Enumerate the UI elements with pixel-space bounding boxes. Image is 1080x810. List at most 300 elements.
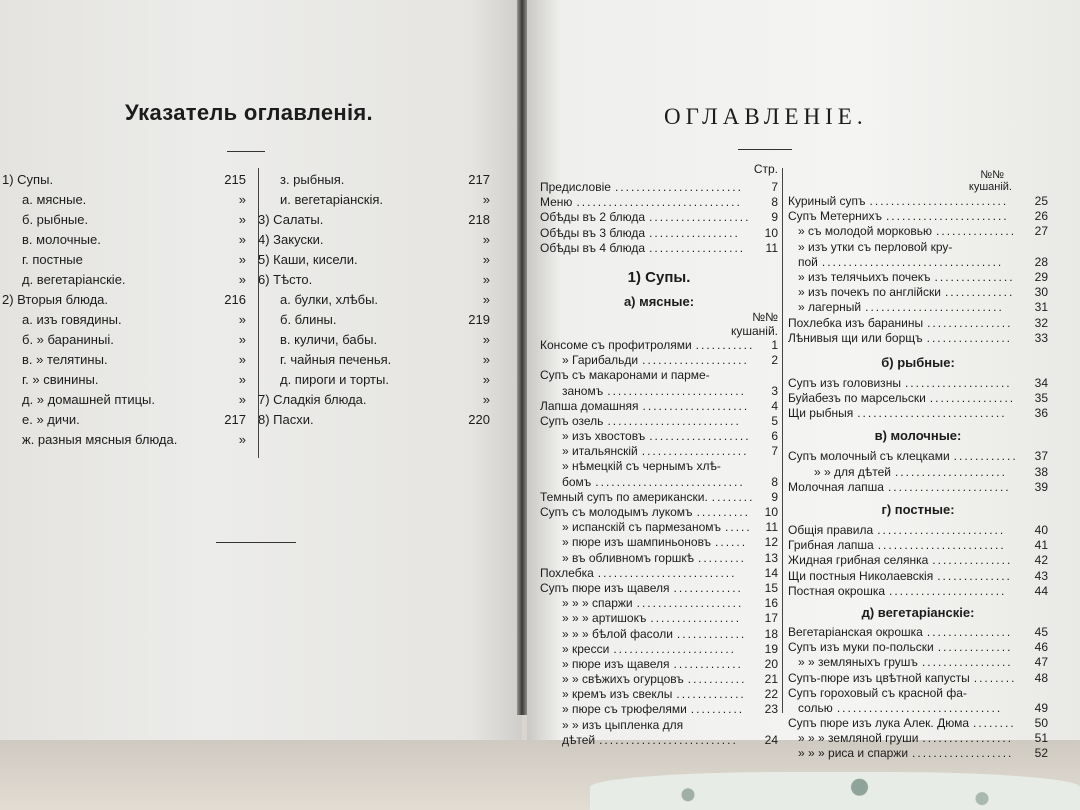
- contents-entry-number: 46: [1034, 640, 1048, 655]
- toc-entry-page: »: [238, 212, 246, 227]
- toc-entry-page: 220: [468, 412, 490, 427]
- contents-entry-text: пой: [798, 254, 818, 269]
- fish-heading: б) рыбные:: [881, 354, 955, 370]
- toc-entry-page: »: [482, 252, 490, 267]
- toc-entry-page: »: [482, 332, 490, 347]
- contents-entry: [540, 672, 778, 687]
- contents-entry: [540, 642, 778, 657]
- toc-entry-page: 219: [468, 312, 490, 327]
- dot-leader: ........................: [877, 523, 1006, 537]
- toc-entry-page: »: [238, 332, 246, 347]
- num-label-2: №№: [980, 169, 1004, 181]
- contents-entry: [788, 480, 1048, 495]
- contents-entry: [540, 338, 778, 353]
- toc-entry: [0, 310, 250, 330]
- contents-entry-text: Обѣды въ 3 блюда: [540, 225, 646, 240]
- toc-entry-page: »: [482, 232, 490, 247]
- dot-leader: ................: [927, 315, 1013, 330]
- contents-entry-text: » » земляныхъ грушъ: [798, 655, 918, 670]
- contents-entry-text: » изъ хвостовъ: [562, 429, 646, 444]
- contents-entry-number: 43: [1034, 568, 1048, 583]
- contents-entry-text: Молочная лапша: [788, 479, 884, 494]
- col2-top-list: [788, 194, 1048, 346]
- dot-leader: ...............................: [836, 700, 1003, 715]
- title-divider: [227, 151, 265, 152]
- contents-entry: [788, 538, 1048, 553]
- kushaniy-label-2: кушаній.: [968, 181, 1012, 193]
- contents-entry-text: » » » спаржи: [562, 596, 633, 611]
- contents-entry-text: » итальянскій: [562, 444, 638, 459]
- contents-entry: [788, 255, 1048, 270]
- toc-entry: [0, 270, 250, 290]
- contents-entry: [540, 195, 778, 210]
- contents-entry: [540, 475, 778, 490]
- contents-entry: [540, 444, 778, 459]
- contents-entry-number: 16: [764, 596, 778, 611]
- dot-leader: ..................: [649, 240, 746, 255]
- toc-entry: [258, 270, 494, 290]
- dot-leader: ........................: [877, 538, 1006, 553]
- toc-entry-text: г. постные: [22, 252, 83, 267]
- contents-entry-text: Предисловіе: [540, 180, 611, 194]
- contents-entry: [540, 505, 778, 520]
- contents-entry-text: » » » земляной груши: [798, 731, 919, 746]
- toc-entry: [0, 430, 250, 450]
- contents-entry: [540, 566, 778, 581]
- right-toc-column-1: [540, 162, 778, 748]
- toc-entry: [0, 350, 250, 370]
- toc-entry-text: б. » бараниныі.: [22, 332, 114, 347]
- dot-leader: ...................: [649, 210, 751, 225]
- toc-entry-page: »: [482, 372, 490, 387]
- right-toc-column-2: [788, 170, 1048, 762]
- contents-entry-number: 1: [771, 337, 778, 352]
- contents-entry-text: заномъ: [562, 383, 604, 398]
- contents-entry: [788, 449, 1048, 464]
- toc-entry: [258, 250, 494, 270]
- toc-entry-page: »: [482, 272, 490, 287]
- contents-entry-number: 33: [1034, 330, 1048, 345]
- toc-entry-text: 4) Закуски.: [258, 232, 324, 247]
- contents-entry-number: 15: [764, 580, 778, 595]
- contents-entry-text: » нѣмецкій съ чернымъ хлѣ-: [562, 459, 721, 474]
- contents-entry-text: Темный супъ по американски.: [540, 489, 708, 504]
- dot-leader: ..........................: [599, 732, 738, 747]
- toc-entry-page: »: [482, 352, 490, 367]
- toc-entry: [258, 370, 494, 390]
- contents-entry: [788, 625, 1048, 640]
- dot-leader: ................: [926, 330, 1012, 345]
- dot-leader: .................: [922, 731, 1014, 746]
- right-column-divider: [782, 168, 783, 713]
- contents-entry-text: » кресси: [562, 641, 610, 656]
- dot-leader: ..........................: [869, 194, 1009, 208]
- contents-entry-text: Супъ съ молодымъ лукомъ: [540, 505, 693, 519]
- contents-entry-number: 44: [1034, 583, 1048, 598]
- contents-entry-number: 30: [1034, 285, 1048, 300]
- toc-entry-text: а. мясные.: [22, 192, 87, 207]
- dot-leader: ....................: [641, 444, 749, 459]
- dot-leader: ........: [711, 489, 755, 504]
- toc-entry-page: »: [238, 252, 246, 267]
- dot-leader: ..................................: [821, 254, 1004, 269]
- contents-entry: [540, 687, 778, 702]
- contents-entry-number: 8: [771, 474, 778, 489]
- dot-leader: .............: [673, 656, 743, 671]
- contents-entry-number: 13: [764, 550, 778, 565]
- dot-leader: ....................: [642, 398, 750, 413]
- contents-entry: [788, 300, 1048, 315]
- veg-heading: д) вегетаріанскіе:: [861, 604, 975, 620]
- contents-entry: [788, 376, 1048, 391]
- contents-entry-text: » въ обливномъ горшкѣ: [562, 550, 694, 565]
- toc-entry: [0, 370, 250, 390]
- toc-entry-page: 217: [468, 172, 490, 187]
- toc-entry-page: »: [238, 432, 246, 447]
- toc-entry-text: 6) Тѣсто.: [258, 272, 313, 287]
- dot-leader: ..........................: [607, 383, 746, 398]
- dot-leader: ...........: [695, 337, 755, 352]
- dot-leader: ........................: [614, 180, 743, 194]
- toc-entry-text: 2) Вторыя блюда.: [2, 292, 109, 307]
- contents-entry-text: Супъ озель: [540, 413, 604, 428]
- contents-entry: [540, 180, 778, 195]
- dot-leader: ...............................: [576, 195, 742, 210]
- fish-list: [788, 376, 1048, 422]
- toc-entry: [258, 410, 494, 430]
- contents-entry-number: 4: [771, 398, 778, 413]
- toc-entry: [258, 230, 494, 250]
- contents-entry-number: 48: [1034, 670, 1048, 685]
- contents-entry: [788, 331, 1048, 346]
- contents-entry-text: » пюре съ трюфелями: [562, 702, 687, 717]
- contents-entry-text: Лѣнивыя щи или борщъ: [788, 330, 923, 345]
- contents-entry-number: 2: [771, 353, 778, 368]
- dot-leader: .........................: [607, 413, 741, 428]
- toc-entry: [258, 290, 494, 310]
- toc-entry-page: »: [238, 272, 246, 287]
- dot-leader: ..........: [696, 505, 750, 519]
- contents-entry: [788, 316, 1048, 331]
- end-divider: [216, 542, 296, 543]
- contents-entry-number: 10: [764, 225, 778, 240]
- dot-leader: .............: [676, 687, 746, 702]
- toc-entry-text: а. изъ говядины.: [22, 312, 122, 327]
- contents-entry-number: 22: [764, 687, 778, 702]
- toc-entry: [0, 290, 250, 310]
- contents-entry: [540, 384, 778, 399]
- contents-entry-number: 37: [1034, 449, 1048, 464]
- contents-entry-number: 5: [771, 413, 778, 428]
- contents-entry-text: Лапша домашняя: [540, 398, 639, 413]
- right-title-divider: [738, 149, 792, 150]
- toc-entry-page: 217: [224, 412, 246, 427]
- contents-entry: [540, 414, 778, 429]
- contents-entry-number: 38: [1034, 464, 1048, 479]
- contents-entry-text: » пюре изъ щавеля: [562, 656, 670, 671]
- book-spine: [517, 0, 527, 715]
- contents-entry-text: » кремъ изъ свеклы: [562, 687, 673, 702]
- contents-entry: [540, 551, 778, 566]
- dot-leader: ................: [926, 624, 1013, 639]
- contents-entry: [540, 520, 778, 535]
- contents-entry-number: 26: [1034, 209, 1048, 224]
- contents-entry: [788, 270, 1048, 285]
- contents-entry-text: Супъ пюре изъ лука Алек. Дюма: [788, 716, 969, 731]
- toc-entry: [258, 310, 494, 330]
- contents-entry: [540, 611, 778, 626]
- toc-entry-page: »: [482, 192, 490, 207]
- contents-entry: [788, 406, 1048, 421]
- contents-entry-number: 11: [765, 240, 778, 255]
- contents-entry-text: » » свѣжихъ огурцовъ: [562, 672, 684, 687]
- left-page-title: Указатель оглавленія.: [125, 100, 373, 125]
- contents-entry-text: Буйабезъ по марсельски: [788, 391, 926, 406]
- contents-entry-text: » испанскій съ пармезаномъ: [562, 520, 722, 535]
- contents-entry-text: Супъ изъ головизны: [788, 375, 901, 390]
- dot-leader: ........: [973, 670, 1017, 685]
- milk-heading: в) молочные:: [874, 428, 962, 444]
- toc-entry: [0, 230, 250, 250]
- dot-leader: ......................: [889, 583, 1007, 598]
- contents-entry: [540, 490, 778, 505]
- dot-leader: .............: [676, 626, 747, 641]
- contents-entry-text: » » » бѣлой фасоли: [562, 626, 673, 641]
- contents-entry: [540, 459, 778, 474]
- contents-entry: [540, 210, 778, 225]
- dot-leader: ...................: [649, 429, 751, 444]
- contents-entry-number: 40: [1034, 523, 1048, 537]
- contents-entry-number: 24: [764, 732, 778, 747]
- contents-entry: [540, 535, 778, 550]
- contents-entry: [788, 716, 1048, 731]
- toc-entry-page: 216: [224, 292, 246, 307]
- contents-entry-text: Супъ гороховый съ красной фа-: [788, 685, 967, 700]
- dot-leader: ......: [715, 535, 748, 550]
- toc-entry-page: »: [238, 372, 246, 387]
- dot-leader: ...............: [934, 269, 1015, 284]
- contents-entry: [788, 465, 1048, 480]
- contents-entry-text: Постная окрошка: [788, 583, 886, 598]
- num-label: №№: [752, 309, 778, 324]
- contents-entry-text: » изъ телячьихъ почекъ: [798, 269, 931, 284]
- toc-entry-page: »: [238, 192, 246, 207]
- toc-entry: [258, 330, 494, 350]
- toc-entry-text: з. рыбныя.: [280, 172, 345, 187]
- dot-leader: ....................: [636, 596, 744, 611]
- toc-entry-page: »: [238, 312, 246, 327]
- contents-entry: [788, 584, 1048, 599]
- left-toc-column-1: [0, 170, 250, 450]
- contents-entry: [788, 209, 1048, 224]
- toc-entry-text: и. вегетаріанскія.: [280, 192, 384, 207]
- contents-entry-number: 6: [771, 429, 778, 444]
- contents-entry: [788, 391, 1048, 406]
- toc-entry: [0, 390, 250, 410]
- contents-entry: [540, 399, 778, 414]
- page-column-label: Стр.: [753, 162, 778, 176]
- left-toc-column-2: [258, 170, 494, 430]
- dot-leader: .......................: [613, 641, 736, 656]
- contents-entry-number: 9: [771, 210, 778, 225]
- contents-entry-text: Супъ-пюре изъ цвѣтной капусты: [788, 670, 970, 685]
- toc-entry: [258, 210, 494, 230]
- contents-entry-number: 9: [771, 489, 778, 504]
- soups-heading: 1) Супы.: [627, 268, 691, 286]
- contents-entry-text: » лагерный: [798, 300, 862, 315]
- toc-entry-text: 1) Супы.: [2, 172, 54, 187]
- toc-entry: [0, 210, 250, 230]
- contents-entry-number: 18: [764, 626, 778, 641]
- contents-entry-number: 27: [1034, 224, 1048, 239]
- contents-entry-number: 49: [1034, 700, 1048, 715]
- contents-entry-text: Обѣды въ 2 блюда: [540, 210, 646, 225]
- contents-entry-text: солью: [798, 700, 833, 715]
- dot-leader: ...............: [932, 553, 1013, 568]
- toc-entry-text: в. куличи, бабы.: [280, 332, 378, 347]
- dot-leader: ..............: [937, 568, 1012, 583]
- contents-entry-number: 25: [1034, 194, 1048, 208]
- dot-leader: ....................: [642, 353, 749, 368]
- intro-list: [540, 180, 778, 256]
- dot-leader: ..........................: [865, 300, 1004, 315]
- contents-entry-text: Грибная лапша: [788, 538, 874, 553]
- toc-entry-text: в. молочные.: [22, 232, 101, 247]
- dot-leader: .......................: [885, 209, 1009, 224]
- contents-entry-number: 7: [771, 444, 778, 459]
- dot-leader: .........: [697, 550, 746, 565]
- toc-entry-text: д. » домашней птицы.: [22, 392, 156, 407]
- contents-entry-text: бомъ: [562, 474, 592, 489]
- contents-entry-number: 35: [1034, 391, 1048, 406]
- toc-entry: [0, 190, 250, 210]
- contents-entry: [540, 718, 778, 733]
- contents-entry-number: 21: [764, 672, 778, 687]
- contents-entry: [788, 686, 1048, 701]
- toc-entry-text: б. рыбные.: [22, 212, 89, 227]
- toc-entry-page: »: [482, 392, 490, 407]
- dot-leader: ...................: [912, 746, 1014, 761]
- toc-entry-text: ж. разныя мясныя блюда.: [22, 432, 178, 447]
- contents-entry-number: 42: [1034, 553, 1048, 568]
- dot-leader: ...............: [936, 224, 1017, 239]
- dot-leader: ..........: [690, 702, 745, 717]
- toc-entry: [258, 390, 494, 410]
- toc-entry-text: 5) Каши, кисели.: [258, 252, 358, 267]
- toc-entry: [0, 250, 250, 270]
- toc-entry-text: 3) Салаты.: [258, 212, 324, 227]
- contents-entry-text: Консоме съ профитролями: [540, 337, 692, 352]
- right-page-title: ОГЛАВЛЕНІЕ.: [664, 104, 868, 129]
- contents-entry-number: 36: [1034, 406, 1048, 421]
- contents-entry-text: Супъ Метернихъ: [788, 209, 882, 224]
- contents-entry-text: » изъ почекъ по англійски: [798, 285, 941, 300]
- contents-entry-number: 23: [764, 702, 778, 717]
- dot-leader: .............: [673, 580, 743, 595]
- toc-entry-page: »: [482, 292, 490, 307]
- contents-entry: [788, 285, 1048, 300]
- contents-entry-number: 47: [1034, 655, 1048, 670]
- contents-entry-text: » » » риса и спаржи: [798, 746, 909, 761]
- toc-entry-page: »: [238, 352, 246, 367]
- contents-entry: [540, 733, 778, 748]
- contents-entry-number: 45: [1034, 624, 1048, 639]
- meat-heading: а) мясные:: [623, 293, 695, 309]
- contents-entry: [540, 368, 778, 383]
- contents-entry-number: 3: [771, 383, 778, 398]
- toc-entry-page: 218: [468, 212, 490, 227]
- contents-entry-text: » Гарибальди: [562, 353, 639, 368]
- contents-entry-text: Жидная грибная селянка: [788, 553, 929, 568]
- contents-entry-text: Похлебка: [540, 565, 594, 580]
- contents-entry-text: » пюре изъ шампиньоновъ: [562, 535, 712, 550]
- lenten-list: [788, 523, 1048, 599]
- contents-entry-number: 34: [1034, 375, 1048, 390]
- contents-entry: [788, 701, 1048, 716]
- contents-entry: [540, 702, 778, 717]
- contents-entry: [788, 731, 1048, 746]
- contents-entry-number: 10: [764, 505, 778, 519]
- contents-entry: [540, 353, 778, 368]
- dot-leader: .....................: [894, 464, 1007, 479]
- contents-entry-text: Супъ молочный съ клецками: [788, 449, 950, 464]
- toc-entry-page: »: [238, 232, 246, 247]
- contents-entry-text: » съ молодой морковью: [798, 224, 933, 239]
- contents-entry: [788, 569, 1048, 584]
- contents-entry-text: Супъ съ макаронами и парме-: [540, 368, 710, 383]
- contents-entry-number: 51: [1034, 731, 1048, 746]
- dot-leader: .................: [921, 655, 1013, 670]
- toc-entry: [0, 330, 250, 350]
- dot-leader: ..........................: [597, 565, 737, 580]
- contents-entry-number: 20: [764, 656, 778, 671]
- toc-entry-page: »: [238, 392, 246, 407]
- contents-entry-number: 50: [1034, 716, 1048, 731]
- contents-entry-text: Похлебка изъ баранины: [788, 315, 924, 330]
- contents-entry: [540, 657, 778, 672]
- toc-entry-text: г. чайныя печенья.: [280, 352, 392, 367]
- contents-entry-number: 41: [1034, 538, 1048, 553]
- contents-entry-number: 11: [765, 520, 778, 535]
- toc-entry: [0, 410, 250, 430]
- contents-entry-number: 31: [1034, 300, 1048, 315]
- dot-leader: .................: [650, 611, 742, 626]
- dot-leader: ............................: [595, 474, 745, 489]
- toc-entry: [258, 350, 494, 370]
- dot-leader: .............: [944, 285, 1015, 300]
- milk-list: [788, 449, 1048, 495]
- contents-entry: [788, 640, 1048, 655]
- toc-entry-text: г. » свинины.: [22, 372, 99, 387]
- contents-entry-number: 39: [1034, 479, 1048, 494]
- contents-entry: [540, 581, 778, 596]
- toc-entry-text: д. пироги и торты.: [280, 372, 389, 387]
- contents-entry: [540, 429, 778, 444]
- veg-list: [788, 625, 1048, 762]
- toc-entry-text: 8) Пасхи.: [258, 412, 314, 427]
- contents-entry-text: Супъ пюре изъ щавеля: [540, 580, 670, 595]
- contents-entry: [788, 671, 1048, 686]
- toc-entry-text: а. булки, хлѣбы.: [280, 292, 379, 307]
- contents-entry-number: 8: [771, 195, 778, 210]
- dot-leader: ............................: [857, 406, 1007, 421]
- contents-entry: [788, 553, 1048, 568]
- toc-entry-text: д. вегетаріанскіе.: [22, 272, 126, 287]
- toc-entry: [258, 170, 494, 190]
- contents-entry-text: Куриный супъ: [788, 194, 866, 208]
- contents-entry-text: » » для дѣтей: [814, 464, 891, 479]
- contents-entry: [788, 240, 1048, 255]
